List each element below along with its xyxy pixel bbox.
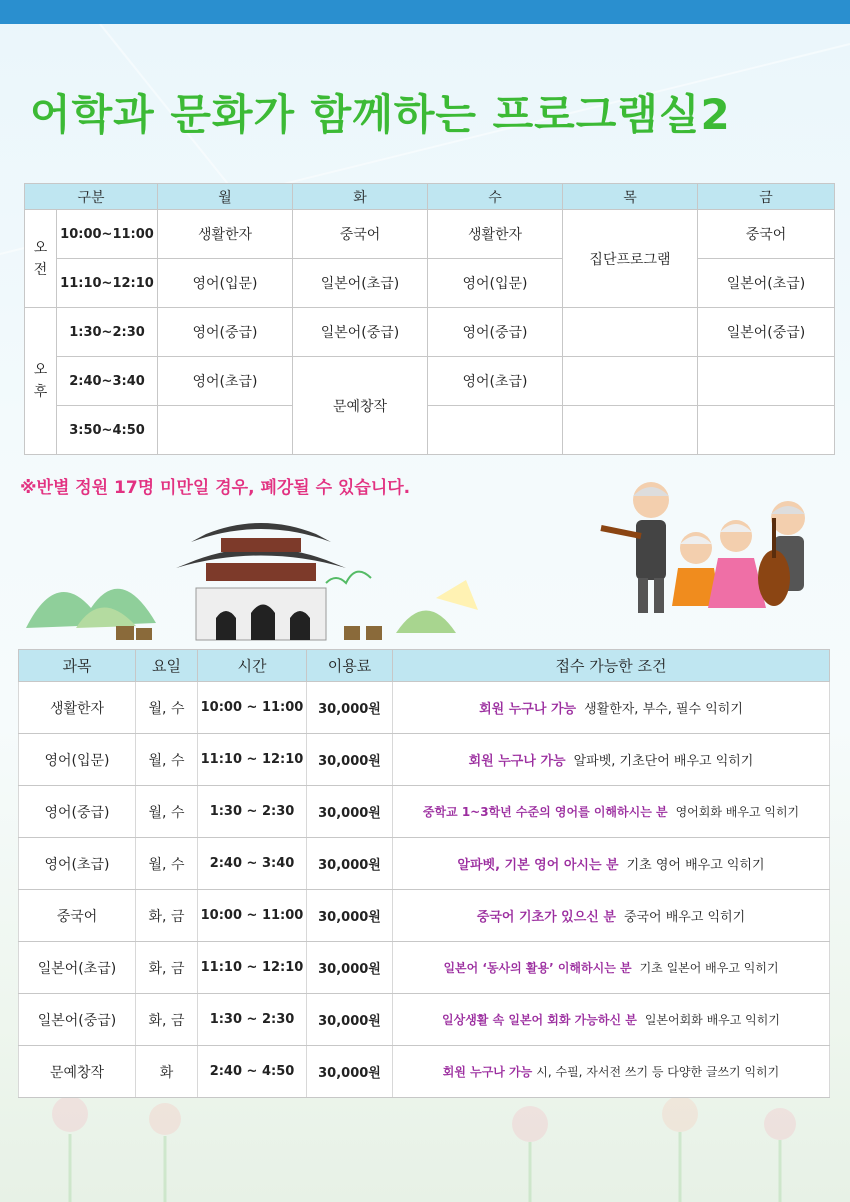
schedule-cell-empty [563, 308, 698, 357]
course-days: 월, 수 [136, 838, 198, 890]
condition-highlight: 중국어 기초가 있으신 분 [476, 910, 616, 925]
course-condition [393, 890, 830, 942]
course-subject: 중국어 [19, 890, 136, 942]
schedule-cell: 일본어(초급) [293, 259, 428, 308]
condition-highlight: 알파벳, 기본 영어 아시는 분 [457, 858, 619, 873]
course-header-time: 시간 [198, 650, 307, 682]
condition-text: 알파벳, 기초단어 배우고 익히기 [573, 754, 754, 769]
course-row [19, 1046, 830, 1098]
course-row [19, 994, 830, 1046]
course-time: 11:10 ~ 12:10 [198, 734, 307, 786]
schedule-cell: 일본어(중급) [293, 308, 428, 357]
course-subject: 일본어(초급) [19, 942, 136, 994]
course-header-subject: 과목 [19, 650, 136, 682]
course-table [18, 649, 830, 1098]
course-subject: 생활한자 [19, 682, 136, 734]
schedule-table [24, 183, 835, 455]
schedule-cell-empty [158, 406, 293, 455]
time-slot: 1:30~2:30 [57, 308, 158, 357]
condition-text: 시, 수필, 자서전 쓰기 등 다양한 글쓰기 익히기 [536, 1065, 780, 1079]
course-condition [393, 682, 830, 734]
course-time: 1:30 ~ 2:30 [198, 994, 307, 1046]
condition-text: 영어회화 배우고 익히기 [675, 805, 800, 819]
schedule-header-wed: 수 [428, 184, 563, 210]
closure-notice: ※반별 정원 17명 미만일 경우, 폐강될 수 있습니다. [20, 478, 411, 498]
schedule-cell: 문예창작 [293, 357, 428, 455]
course-header-fee: 이용료 [307, 650, 393, 682]
course-days: 화, 금 [136, 942, 198, 994]
course-row [19, 682, 830, 734]
schedule-row [25, 357, 835, 406]
condition-highlight: 일본어 ‘동사의 활용’ 이해하시는 분 [443, 961, 632, 975]
schedule-row [25, 406, 835, 455]
course-condition [393, 1046, 830, 1098]
schedule-cell: 생활한자 [158, 210, 293, 259]
course-fee: 30,000원 [307, 994, 393, 1046]
schedule-header-row [25, 184, 835, 210]
schedule-cell: 생활한자 [428, 210, 563, 259]
schedule-row [25, 210, 835, 259]
schedule-cell: 중국어 [293, 210, 428, 259]
condition-text: 생활한자, 부수, 필수 익히기 [584, 702, 743, 717]
afternoon-label: 오 후 [25, 308, 57, 455]
condition-highlight: 회원 누구나 가능 [468, 754, 566, 769]
time-slot: 2:40~3:40 [57, 357, 158, 406]
course-condition [393, 734, 830, 786]
palace-gate-illustration [26, 508, 496, 643]
schedule-cell: 영어(중급) [428, 308, 563, 357]
course-time: 1:30 ~ 2:30 [198, 786, 307, 838]
course-subject: 영어(중급) [19, 786, 136, 838]
course-fee: 30,000원 [307, 838, 393, 890]
course-days: 화, 금 [136, 994, 198, 1046]
course-header-days: 요일 [136, 650, 198, 682]
schedule-cell: 일본어(중급) [698, 308, 835, 357]
course-time: 10:00 ~ 11:00 [198, 682, 307, 734]
course-fee: 30,000원 [307, 890, 393, 942]
course-time: 10:00 ~ 11:00 [198, 890, 307, 942]
schedule-cell: 영어(중급) [158, 308, 293, 357]
course-fee: 30,000원 [307, 682, 393, 734]
course-row [19, 890, 830, 942]
schedule-row [25, 259, 835, 308]
course-subject: 문예창작 [19, 1046, 136, 1098]
course-subject: 일본어(중급) [19, 994, 136, 1046]
course-header-row [19, 650, 830, 682]
schedule-cell: 영어(입문) [158, 259, 293, 308]
course-days: 화 [136, 1046, 198, 1098]
schedule-header-tue: 화 [293, 184, 428, 210]
course-days: 월, 수 [136, 682, 198, 734]
course-subject: 영어(초급) [19, 838, 136, 890]
course-time: 11:10 ~ 12:10 [198, 942, 307, 994]
condition-text: 기초 영어 배우고 익히기 [626, 858, 765, 873]
course-row [19, 942, 830, 994]
course-row [19, 838, 830, 890]
condition-highlight: 회원 누구나 가능 [442, 1065, 533, 1079]
schedule-cell: 영어(초급) [158, 357, 293, 406]
course-fee: 30,000원 [307, 1046, 393, 1098]
schedule-cell-empty [698, 357, 835, 406]
schedule-header-mon: 월 [158, 184, 293, 210]
schedule-cell: 영어(입문) [428, 259, 563, 308]
morning-label: 오 전 [25, 210, 57, 308]
condition-highlight: 일상생활 속 일본어 회화 가능하신 분 [442, 1013, 637, 1027]
schedule-header-category: 구분 [25, 184, 158, 210]
condition-highlight: 회원 누구나 가능 [479, 702, 577, 717]
course-days: 월, 수 [136, 786, 198, 838]
course-condition [393, 994, 830, 1046]
schedule-cell-empty [698, 406, 835, 455]
course-days: 월, 수 [136, 734, 198, 786]
schedule-cell: 일본어(초급) [698, 259, 835, 308]
course-condition [393, 786, 830, 838]
schedule-header-fri: 금 [698, 184, 835, 210]
condition-text: 중국어 배우고 익히기 [623, 910, 746, 925]
course-fee: 30,000원 [307, 786, 393, 838]
schedule-cell: 집단프로그램 [563, 210, 698, 308]
schedule-header-thu: 목 [563, 184, 698, 210]
course-row [19, 734, 830, 786]
elderly-musicians-illustration [596, 478, 832, 628]
course-time: 2:40 ~ 3:40 [198, 838, 307, 890]
course-fee: 30,000원 [307, 942, 393, 994]
time-slot: 3:50~4:50 [57, 406, 158, 455]
time-slot: 11:10~12:10 [57, 259, 158, 308]
schedule-cell-empty [563, 406, 698, 455]
schedule-row [25, 308, 835, 357]
condition-text: 일본어회화 배우고 익히기 [644, 1013, 780, 1027]
course-header-condition: 접수 가능한 조건 [393, 650, 830, 682]
course-days: 화, 금 [136, 890, 198, 942]
course-condition [393, 942, 830, 994]
time-slot: 10:00~11:00 [57, 210, 158, 259]
course-subject: 영어(입문) [19, 734, 136, 786]
schedule-cell: 영어(초급) [428, 357, 563, 406]
condition-text: 기초 일본어 배우고 익히기 [639, 961, 779, 975]
schedule-cell-empty [563, 357, 698, 406]
course-condition [393, 838, 830, 890]
course-row [19, 786, 830, 838]
course-fee: 30,000원 [307, 734, 393, 786]
schedule-cell: 중국어 [698, 210, 835, 259]
page-title: 어학과 문화가 함께하는 프로그램실2 [30, 90, 731, 139]
condition-highlight: 중학교 1~3학년 수준의 영어를 이해하시는 분 [422, 805, 668, 819]
course-time: 2:40 ~ 4:50 [198, 1046, 307, 1098]
schedule-cell-empty [428, 406, 563, 455]
top-bar [0, 0, 850, 24]
